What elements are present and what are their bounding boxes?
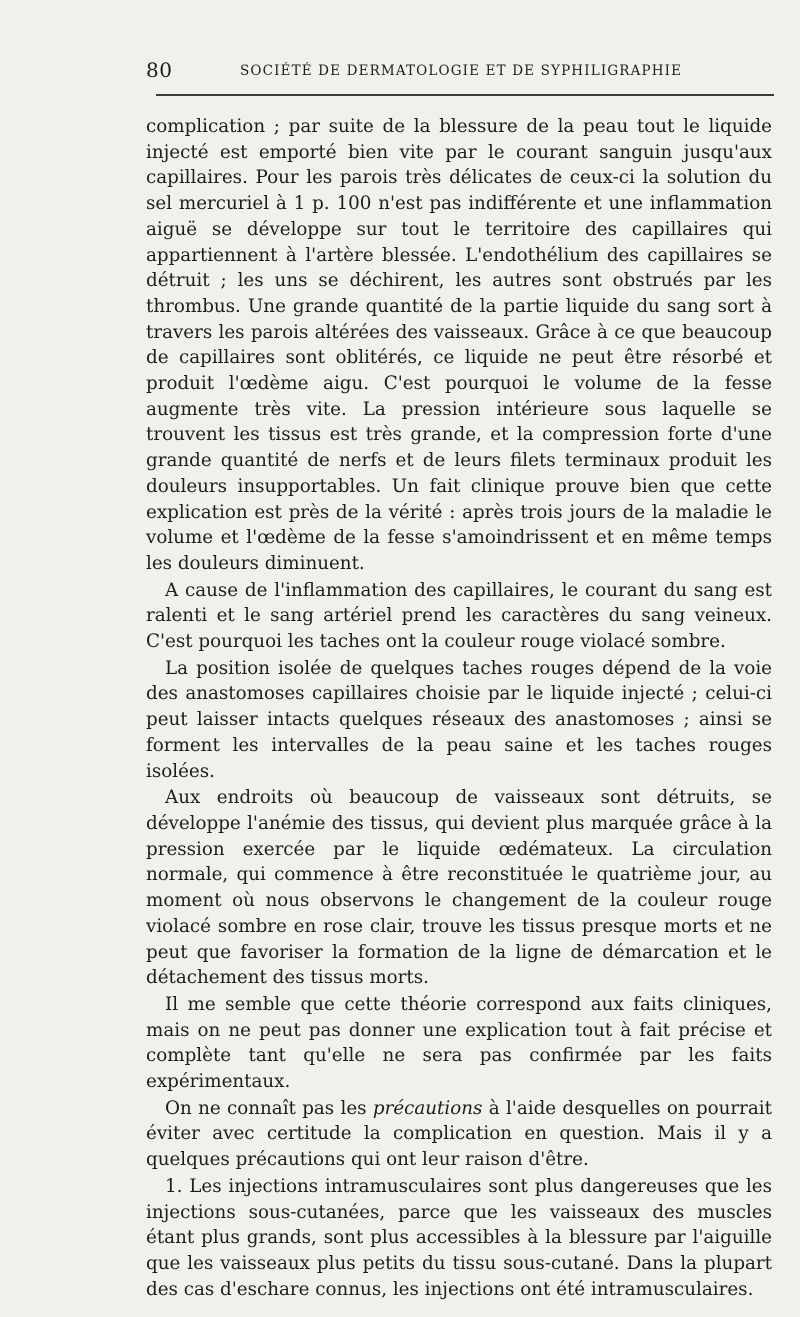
paragraph-taches-position: La position isolée de quelques taches rouges dépend de la voie des anastomoses capillaires choisie par le liquide injecté ; celui-ci peut laisser intacts quelques réseaux des anastomoses ; ainsi se forment les intervalles de la peau saine et les taches rouges isolées. xyxy=(146,657,772,782)
running-head xyxy=(146,58,774,84)
paragraph-inflammation: A cause de l'inflammation des capillaires, le courant du sang est ralenti et le sang artériel prend les caractères du sang veineux. C'est pourquoi les taches ont la couleur rouge violacé sombre. xyxy=(146,579,772,653)
paragraph-theorie: Il me semble que cette théorie correspond aux faits cliniques, mais on ne peut pas donner une explication tout à fait précise et complète tant qu'elle ne sera pas confirmée par les faits expérimentaux. xyxy=(146,993,772,1093)
precautions-text-after: à l'aide desquelles on pourrait éviter avec certitude la complication en question. Mais il y a quelques précautions qui ont leur raison d'être. xyxy=(146,1097,772,1171)
paragraph-precautions xyxy=(146,1096,772,1173)
paragraph-continuation: complication ; par suite de la blessure de la peau tout le liquide injecté est emporté bien vite par le courant sanguin jusqu'aux capillaires. Pour les parois très délicates de ceux-ci la solution du sel mercuriel à 1 p. 100 n'est pas indifférente et une inflammation aiguë se développe sur tout le territoire des capillaires qui appartiennent à l'artère blessée. L'endothélium des capillaires se détruit ; les uns se déchirent, les autres sont obstrués par les thrombus. Une grande quantité de la partie liquide du sang sort à travers les parois altérées des vaisseaux. Grâce à ce que beaucoup de capillaires sont oblitérés, ce liquide ne peut être résorbé et produit l'œdème aigu. C'est pourquoi le volume de la fesse augmente très vite. La pression intérieure sous laquelle se trouvent les tissus est très grande, et la compression forte d'une grande quantité de nerfs et de leurs filets terminaux produit les douleurs insupportables. Un fait clinique prouve bien que cette explication est près de la vérité : après trois jours de la maladie le volume et l'œdème de la fesse s'amoindrissent et en même temps les douleurs diminuent. xyxy=(146,116,772,574)
paragraph-anemie: Aux endroits où beaucoup de vaisseaux sont détruits, se développe l'anémie des tissus, qui devient plus marquée grâce à la pression exercée par le liquide œdémateux. La circulation normale, qui commence à être reconstituée le quatrième jour, au moment où nous observons le changement de la couleur rouge violacé sombre en rose clair, trouve les tissus presque morts et ne peut que favoriser la formation de la ligne de démarcation et le détachement des tissus morts. xyxy=(146,787,772,989)
paragraph-point-1: 1. Les injections intramusculaires sont plus dangereuses que les injections sous-cutanées, parce que les vaisseaux des muscles étant plus grands, sont plus accessibles à la blessure par l'aiguille que les vaisseaux plus petits du tissu sous-cutané. Dans la plupart des cas d'eschare connus, les injections ont été intramusculaires. xyxy=(146,1175,772,1300)
page-number: 80 xyxy=(146,58,173,82)
body-text xyxy=(146,114,772,1302)
header-rule xyxy=(156,94,774,96)
precautions-italic: précautions xyxy=(372,1097,483,1119)
running-title: SOCIÉTÉ DE DERMATOLOGIE ET DE SYPHILIGRAPHIE xyxy=(240,63,683,79)
precautions-text-before: On ne connaît pas les xyxy=(165,1097,373,1119)
